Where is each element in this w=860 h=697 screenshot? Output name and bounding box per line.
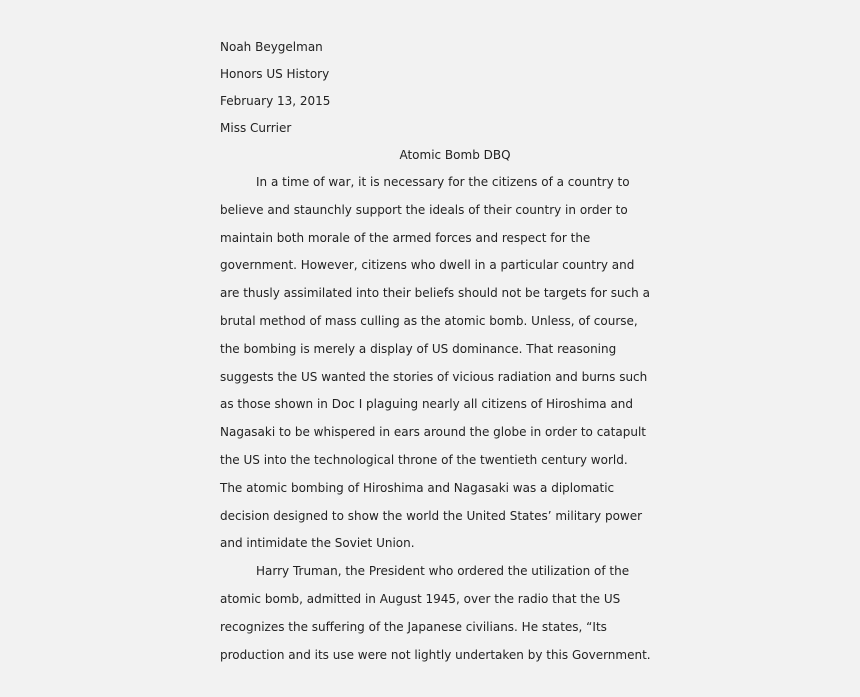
paragraph-line: In a time of war, it is necessary for the citizens of a country to xyxy=(256,175,630,189)
paragraph-line: brutal method of mass culling as the atomic bomb. Unless, of course, xyxy=(220,313,638,328)
paragraph-line: Harry Truman, the President who ordered the utilization of the xyxy=(256,564,630,579)
paragraph-line: suggests the US wanted the stories of vicious radiation and burns such xyxy=(220,369,648,384)
paragraph-line: production and its use were not lightly undertaken by this Government. xyxy=(220,647,651,662)
paragraph-line: maintain both morale of the armed forces and respect for the xyxy=(220,230,591,245)
paragraph-line: and intimidate the Soviet Union. xyxy=(220,536,415,551)
document-body xyxy=(220,34,650,669)
paragraph-line: recognizes the suffering of the Japanese civilians. He states, “Its xyxy=(220,619,607,634)
paragraph-line: government. However, citizens who dwell in a particular country and xyxy=(220,258,635,273)
paragraph-line: decision designed to show the world the United States’ military power xyxy=(220,508,643,523)
document-date: February 13, 2015 xyxy=(220,94,331,108)
paragraph-line: are thusly assimilated into their beliefs should not be targets for such a xyxy=(220,286,650,301)
teacher-name: Miss Currier xyxy=(220,121,292,135)
paragraph-line: the bombing is merely a display of US dominance. That reasoning xyxy=(220,341,617,356)
paragraph-2 xyxy=(220,558,650,669)
paragraph-line: Nagasaki to be whispered in ears around the globe in order to catapult xyxy=(220,425,646,440)
paragraph-line: believe and staunchly support the ideals of their country in order to xyxy=(220,202,628,217)
author-name: Noah Beygelman xyxy=(220,40,323,54)
paragraph-line: the US into the technological throne of the twentieth century world. xyxy=(220,452,628,467)
paragraph-line: The atomic bombing of Hiroshima and Nagasaki was a diplomatic xyxy=(220,480,615,495)
paragraph-line: atomic bomb, admitted in August 1945, over the radio that the US xyxy=(220,591,621,606)
document-title: Atomic Bomb DBQ xyxy=(399,148,511,162)
paragraph-line: as those shown in Doc I plaguing nearly all citizens of Hiroshima and xyxy=(220,397,634,412)
course-name: Honors US History xyxy=(220,67,330,81)
paragraph-1 xyxy=(220,169,650,558)
